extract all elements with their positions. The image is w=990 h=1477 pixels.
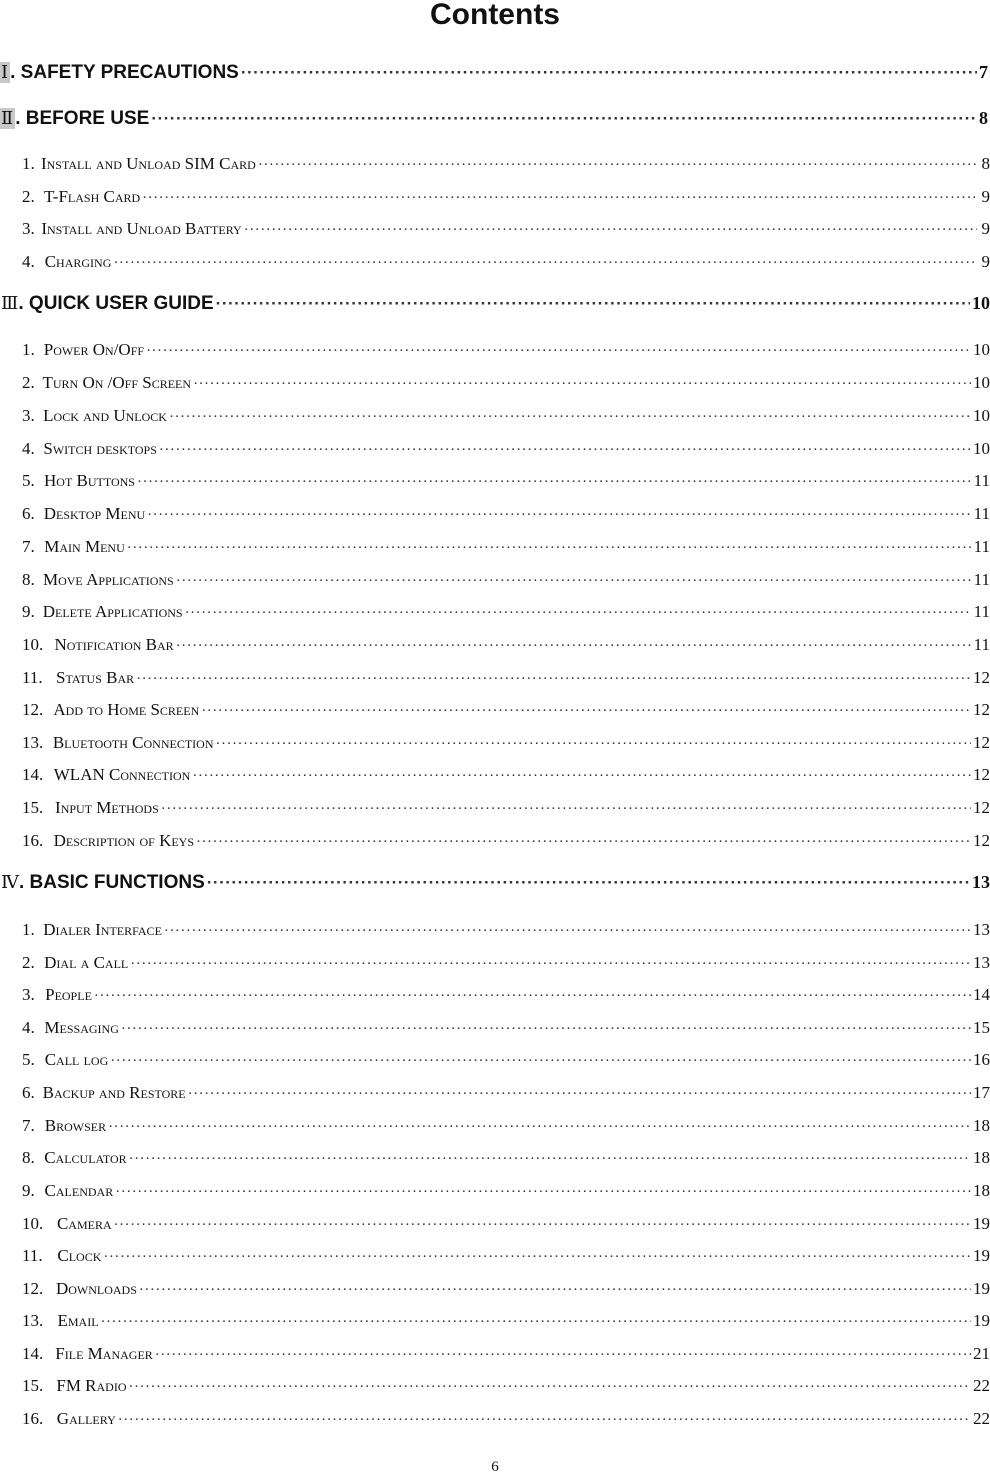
item-label: Charging bbox=[44, 252, 112, 271]
item-number: 5. bbox=[22, 471, 35, 490]
dot-leader bbox=[164, 923, 971, 940]
item-page-number: 10 bbox=[973, 373, 990, 392]
dot-leader bbox=[241, 63, 977, 83]
item-label: Email bbox=[57, 1311, 99, 1330]
item-page-number: 11 bbox=[973, 635, 990, 654]
section-number: Ⅳ bbox=[1, 872, 19, 893]
item-label: Messaging bbox=[44, 1018, 119, 1037]
toc-item-install-battery[interactable] bbox=[0, 219, 990, 245]
toc-item-messaging[interactable] bbox=[0, 1018, 990, 1044]
toc-item-turn-screen[interactable] bbox=[0, 373, 990, 399]
item-number: 4. bbox=[22, 252, 35, 271]
dot-leader bbox=[169, 409, 971, 426]
toc-item-status-bar[interactable] bbox=[0, 668, 990, 694]
dot-leader bbox=[137, 474, 972, 491]
dot-leader bbox=[192, 768, 971, 785]
dot-leader bbox=[147, 507, 971, 524]
page-title: Contents bbox=[430, 0, 560, 31]
item-label: FM Radio bbox=[56, 1376, 127, 1395]
item-page-number: 11 bbox=[973, 570, 990, 589]
item-number: 15. bbox=[22, 798, 44, 817]
item-number: 14. bbox=[22, 1344, 44, 1363]
section-label: . QUICK USER GUIDE bbox=[18, 293, 214, 314]
item-page-number: 11 bbox=[973, 537, 990, 556]
toc-item-calendar[interactable] bbox=[0, 1181, 990, 1207]
item-page-number: 14 bbox=[973, 985, 990, 1004]
item-number: 2. bbox=[22, 953, 35, 972]
item-label: Backup and Restore bbox=[42, 1083, 186, 1102]
item-label: WLAN Connection bbox=[53, 765, 191, 784]
item-number: 13. bbox=[22, 1311, 44, 1330]
item-page-number: 18 bbox=[973, 1116, 990, 1135]
toc-item-main-menu[interactable] bbox=[0, 537, 990, 563]
dot-leader bbox=[207, 873, 970, 893]
item-number: 1. bbox=[22, 154, 35, 173]
item-number: 6. bbox=[22, 1083, 35, 1102]
item-page-number: 19 bbox=[973, 1279, 990, 1298]
item-label: Status Bar bbox=[56, 668, 135, 687]
item-label: Hot Buttons bbox=[44, 471, 135, 490]
item-page-number: 18 bbox=[973, 1148, 990, 1167]
dot-leader bbox=[161, 801, 971, 818]
item-label: Description of Keys bbox=[53, 831, 195, 850]
section-number: Ⅲ bbox=[1, 293, 19, 314]
dot-leader bbox=[114, 1217, 971, 1234]
item-page-number: 12 bbox=[973, 668, 990, 687]
item-label: Calculator bbox=[44, 1148, 127, 1167]
item-page-number: 21 bbox=[973, 1344, 990, 1363]
item-number: 10. bbox=[22, 635, 44, 654]
item-label: Notification Bar bbox=[54, 635, 174, 654]
dot-leader bbox=[108, 1119, 971, 1136]
item-number: 2. bbox=[22, 187, 35, 206]
toc-item-bluetooth-connection[interactable] bbox=[0, 733, 990, 759]
toc-item-move-applications[interactable] bbox=[0, 570, 990, 596]
toc-item-file-manager[interactable] bbox=[0, 1344, 990, 1370]
item-number: 12. bbox=[22, 700, 44, 719]
dot-leader bbox=[216, 736, 972, 753]
item-page-number: 22 bbox=[973, 1376, 990, 1395]
section-page-number: 10 bbox=[972, 293, 990, 313]
dot-leader bbox=[244, 222, 977, 239]
item-label: Calendar bbox=[44, 1181, 114, 1200]
item-page-number: 15 bbox=[973, 1018, 990, 1037]
dot-leader bbox=[193, 376, 971, 393]
item-label: Gallery bbox=[56, 1409, 116, 1428]
toc-item-description-of-keys[interactable] bbox=[0, 831, 990, 857]
item-number: 3. bbox=[22, 219, 35, 238]
item-page-number: 11 bbox=[973, 602, 990, 621]
toc-item-call-log[interactable] bbox=[0, 1050, 990, 1076]
item-number: 11. bbox=[22, 668, 43, 687]
item-label: Move Applications bbox=[42, 570, 174, 589]
item-label: Call log bbox=[44, 1050, 109, 1069]
item-page-number: 9 bbox=[981, 219, 990, 238]
item-number: 10. bbox=[22, 1214, 44, 1233]
item-page-number: 18 bbox=[973, 1181, 990, 1200]
item-label: File Manager bbox=[55, 1344, 153, 1363]
toc-section-quick-user-guide[interactable] bbox=[0, 293, 990, 323]
item-label: Power On/Off bbox=[43, 340, 145, 359]
item-label: Main Menu bbox=[44, 537, 125, 556]
item-number: 15. bbox=[22, 1376, 44, 1395]
toc-item-email[interactable] bbox=[0, 1311, 990, 1337]
item-page-number: 12 bbox=[973, 798, 990, 817]
dot-leader bbox=[136, 671, 971, 688]
dot-leader bbox=[176, 638, 972, 655]
dot-leader bbox=[139, 1282, 971, 1299]
section-number: Ⅰ bbox=[1, 62, 9, 83]
item-label: Add to Home Screen bbox=[53, 700, 200, 719]
item-label: Input Methods bbox=[55, 798, 159, 817]
item-label: Install and Unload Battery bbox=[41, 219, 242, 238]
dot-leader bbox=[188, 1086, 971, 1103]
toc-item-dialer-interface[interactable] bbox=[0, 920, 990, 946]
toc-item-backup-restore[interactable] bbox=[0, 1083, 990, 1109]
item-label: Dialer Interface bbox=[43, 920, 162, 939]
toc-item-downloads[interactable] bbox=[0, 1279, 990, 1305]
item-page-number: 12 bbox=[973, 831, 990, 850]
item-label: Turn On /Off Screen bbox=[42, 373, 192, 392]
section-page-number: 7 bbox=[979, 62, 988, 82]
item-number: 4. bbox=[22, 1018, 35, 1037]
item-label: Switch desktops bbox=[43, 439, 157, 458]
dot-leader bbox=[146, 343, 971, 360]
item-page-number: 8 bbox=[981, 154, 990, 173]
toc-section-basic-functions[interactable] bbox=[0, 872, 990, 902]
dot-leader bbox=[216, 294, 970, 314]
section-label: . BASIC FUNCTIONS bbox=[18, 872, 205, 893]
toc-item-install-sim-card[interactable] bbox=[0, 154, 990, 180]
dot-leader bbox=[118, 1412, 971, 1429]
toc-item-camera[interactable] bbox=[0, 1214, 990, 1240]
item-number: 4. bbox=[22, 439, 35, 458]
item-page-number: 16 bbox=[973, 1050, 990, 1069]
item-number: 16. bbox=[22, 1409, 44, 1428]
dot-leader bbox=[127, 540, 972, 557]
dot-leader bbox=[129, 1151, 971, 1168]
item-label: Downloads bbox=[55, 1279, 137, 1298]
item-page-number: 12 bbox=[973, 700, 990, 719]
dot-leader bbox=[176, 573, 972, 590]
item-page-number: 10 bbox=[973, 340, 990, 359]
item-number: 8. bbox=[22, 570, 35, 589]
item-number: 9. bbox=[22, 1181, 35, 1200]
item-number: 7. bbox=[22, 537, 35, 556]
item-number: 3. bbox=[22, 985, 35, 1004]
item-label: Dial a Call bbox=[44, 953, 129, 972]
toc-item-power-on-off[interactable] bbox=[0, 340, 990, 366]
toc-item-switch-desktops[interactable] bbox=[0, 439, 990, 465]
item-number: 9. bbox=[22, 602, 35, 621]
dot-leader bbox=[155, 1347, 971, 1364]
item-label: Delete Applications bbox=[42, 602, 183, 621]
toc-item-charging[interactable] bbox=[0, 252, 990, 278]
item-number: 1. bbox=[22, 920, 35, 939]
item-page-number: 10 bbox=[973, 439, 990, 458]
section-label: . BEFORE USE bbox=[15, 108, 150, 129]
toc-item-add-to-home-screen[interactable] bbox=[0, 700, 990, 726]
dot-leader bbox=[201, 703, 971, 720]
section-page-number: 13 bbox=[972, 872, 990, 892]
dot-leader bbox=[151, 109, 977, 129]
item-page-number: 19 bbox=[973, 1246, 990, 1265]
toc-item-browser[interactable] bbox=[0, 1116, 990, 1142]
item-number: 14. bbox=[22, 765, 44, 784]
dot-leader bbox=[258, 157, 977, 174]
dot-leader bbox=[159, 442, 971, 459]
toc-item-tflash-card[interactable] bbox=[0, 187, 990, 213]
item-page-number: 17 bbox=[973, 1083, 990, 1102]
item-number: 7. bbox=[22, 1116, 35, 1135]
section-number: Ⅱ bbox=[1, 108, 14, 129]
item-page-number: 11 bbox=[973, 471, 990, 490]
toc-item-wlan-connection[interactable] bbox=[0, 765, 990, 791]
dot-leader bbox=[196, 834, 971, 851]
item-number: 13. bbox=[22, 733, 44, 752]
item-number: 16. bbox=[22, 831, 44, 850]
item-number: 5. bbox=[22, 1050, 35, 1069]
item-page-number: 9 bbox=[981, 187, 990, 206]
item-number: 1. bbox=[22, 340, 35, 359]
section-page-number: 8 bbox=[979, 108, 988, 128]
item-number: 3. bbox=[22, 406, 35, 425]
item-label: Bluetooth Connection bbox=[52, 733, 214, 752]
item-page-number: 19 bbox=[973, 1311, 990, 1330]
dot-leader bbox=[94, 988, 971, 1005]
dot-leader bbox=[101, 1314, 971, 1331]
item-label: Install and Unload SIM Card bbox=[40, 154, 256, 173]
toc-item-gallery[interactable] bbox=[0, 1409, 990, 1435]
toc-section-before-use[interactable] bbox=[0, 108, 990, 138]
dot-leader bbox=[129, 1379, 971, 1396]
item-page-number: 13 bbox=[973, 953, 990, 972]
toc-item-notification-bar[interactable] bbox=[0, 635, 990, 661]
toc-item-hot-buttons[interactable] bbox=[0, 471, 990, 497]
toc-item-people[interactable] bbox=[0, 985, 990, 1011]
toc-item-lock-unlock[interactable] bbox=[0, 406, 990, 432]
item-page-number: 12 bbox=[973, 733, 990, 752]
item-number: 8. bbox=[22, 1148, 35, 1167]
dot-leader bbox=[110, 1053, 971, 1070]
item-label: Clock bbox=[57, 1246, 102, 1265]
dot-leader bbox=[113, 255, 975, 272]
item-page-number: 12 bbox=[973, 765, 990, 784]
item-page-number: 11 bbox=[973, 504, 990, 523]
toc-item-delete-applications[interactable] bbox=[0, 602, 990, 628]
toc-item-dial-a-call[interactable] bbox=[0, 953, 990, 979]
dot-leader bbox=[115, 1184, 971, 1201]
item-label: Lock and Unlock bbox=[43, 406, 167, 425]
toc-section-safety-precautions[interactable] bbox=[0, 62, 990, 92]
toc-item-clock[interactable] bbox=[0, 1246, 990, 1272]
item-page-number: 10 bbox=[973, 406, 990, 425]
dot-leader bbox=[142, 190, 975, 207]
page-number-footer: 6 bbox=[491, 1459, 499, 1475]
item-number: 2. bbox=[22, 373, 35, 392]
item-label: Browser bbox=[44, 1116, 107, 1135]
dot-leader bbox=[121, 1021, 971, 1038]
dot-leader bbox=[103, 1249, 971, 1266]
item-number: 12. bbox=[22, 1279, 44, 1298]
section-label: . SAFETY PRECAUTIONS bbox=[10, 62, 239, 83]
item-label: Camera bbox=[56, 1214, 112, 1233]
item-page-number: 19 bbox=[973, 1214, 990, 1233]
item-number: 6. bbox=[22, 504, 35, 523]
item-number: 11. bbox=[22, 1246, 43, 1265]
dot-leader bbox=[185, 605, 972, 622]
toc-item-desktop-menu[interactable] bbox=[0, 504, 990, 530]
item-label: Desktop Menu bbox=[43, 504, 146, 523]
dot-leader bbox=[130, 956, 971, 973]
toc-item-input-methods[interactable] bbox=[0, 798, 990, 824]
item-page-number: 13 bbox=[973, 920, 990, 939]
item-page-number: 9 bbox=[981, 252, 990, 271]
item-label: People bbox=[45, 985, 92, 1004]
item-label: T-Flash Card bbox=[43, 187, 141, 206]
toc-item-calculator[interactable] bbox=[0, 1148, 990, 1174]
item-page-number: 22 bbox=[973, 1409, 990, 1428]
toc-item-fm-radio[interactable] bbox=[0, 1376, 990, 1402]
